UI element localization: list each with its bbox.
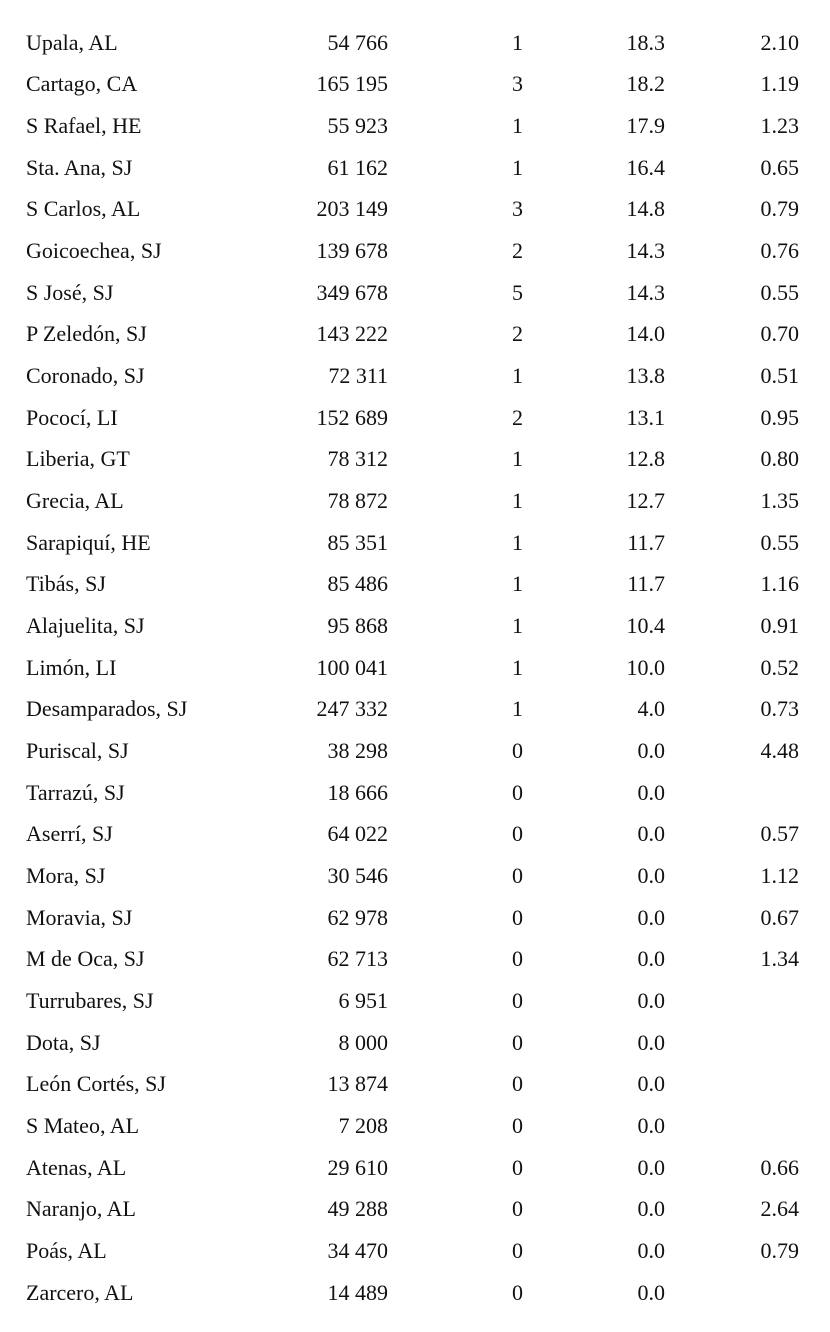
population-cell: 85 351 xyxy=(327,529,388,555)
population-cell: 165 195 xyxy=(316,71,388,97)
municipality-cell: S Rafael, HE xyxy=(26,113,142,139)
rate-cell: 12.8 xyxy=(626,446,665,472)
table-row xyxy=(26,230,799,272)
ratio-cell xyxy=(665,1063,799,1105)
population-cell: 49 288 xyxy=(327,1196,388,1222)
rate-cell: 11.7 xyxy=(627,571,665,597)
rate-cell: 0.0 xyxy=(637,1196,665,1222)
ratio-cell: 0.73 xyxy=(760,696,799,722)
count-cell: 1 xyxy=(512,654,523,680)
municipality-cell: Goicoechea, SJ xyxy=(26,238,162,264)
rate-cell: 17.9 xyxy=(626,113,665,139)
count-cell: 0 xyxy=(512,779,523,805)
table-row xyxy=(26,1188,799,1230)
table-row xyxy=(26,439,799,481)
municipality-cell: Poás, AL xyxy=(26,1237,107,1263)
ratio-cell xyxy=(665,1022,799,1064)
ratio-cell: 1.35 xyxy=(760,488,799,514)
rate-cell: 14.3 xyxy=(626,279,665,305)
municipality-cell: Limón, LI xyxy=(26,654,117,680)
ratio-cell: 2.64 xyxy=(760,1196,799,1222)
count-cell: 0 xyxy=(512,904,523,930)
table-row xyxy=(26,480,799,522)
rate-cell: 10.0 xyxy=(626,654,665,680)
count-cell: 1 xyxy=(512,529,523,555)
table-row xyxy=(26,897,799,939)
municipality-cell: S Carlos, AL xyxy=(26,196,141,222)
table-row xyxy=(26,272,799,314)
municipality-cell: Sta. Ana, SJ xyxy=(26,154,133,180)
population-cell: 139 678 xyxy=(316,238,388,264)
count-cell: 1 xyxy=(512,696,523,722)
ratio-cell: 1.23 xyxy=(760,113,799,139)
population-cell: 95 868 xyxy=(327,613,388,639)
rate-cell: 11.7 xyxy=(627,529,665,555)
rate-cell: 13.1 xyxy=(626,404,665,430)
population-cell: 62 713 xyxy=(327,946,388,972)
population-cell: 61 162 xyxy=(327,154,388,180)
count-cell: 0 xyxy=(512,1154,523,1180)
municipality-cell: Alajuelita, SJ xyxy=(26,613,145,639)
population-cell: 30 546 xyxy=(327,862,388,888)
table-row xyxy=(26,605,799,647)
table-row xyxy=(26,647,799,689)
count-cell: 1 xyxy=(512,613,523,639)
count-cell: 2 xyxy=(512,238,523,264)
ratio-cell: 1.19 xyxy=(760,71,799,97)
count-cell: 0 xyxy=(512,1279,523,1305)
municipality-cell: Tibás, SJ xyxy=(26,571,106,597)
count-cell: 0 xyxy=(512,862,523,888)
count-cell: 0 xyxy=(512,737,523,763)
ratio-cell: 0.55 xyxy=(760,529,799,555)
municipality-cell: Dota, SJ xyxy=(26,1029,101,1055)
ratio-cell: 0.95 xyxy=(760,404,799,430)
rate-cell: 0.0 xyxy=(637,1071,665,1097)
count-cell: 5 xyxy=(512,279,523,305)
count-cell: 0 xyxy=(512,1237,523,1263)
population-cell: 152 689 xyxy=(316,404,388,430)
population-cell: 143 222 xyxy=(316,321,388,347)
rate-cell: 0.0 xyxy=(637,737,665,763)
table-row xyxy=(26,855,799,897)
municipality-cell: Desamparados, SJ xyxy=(26,696,188,722)
count-cell: 3 xyxy=(512,196,523,222)
population-cell: 64 022 xyxy=(327,821,388,847)
table-row xyxy=(26,105,799,147)
population-cell: 29 610 xyxy=(327,1154,388,1180)
rate-cell: 10.4 xyxy=(626,613,665,639)
data-table xyxy=(26,22,799,1313)
ratio-cell: 0.80 xyxy=(760,446,799,472)
ratio-cell xyxy=(665,1105,799,1147)
table-row xyxy=(26,980,799,1022)
ratio-cell: 0.79 xyxy=(760,1237,799,1263)
municipality-cell: Zarcero, AL xyxy=(26,1279,134,1305)
population-cell: 247 332 xyxy=(316,696,388,722)
municipality-cell: Atenas, AL xyxy=(26,1154,127,1180)
municipality-cell: P Zeledón, SJ xyxy=(26,321,147,347)
population-cell: 6 951 xyxy=(338,987,388,1013)
municipality-cell: Pococí, LI xyxy=(26,404,118,430)
ratio-cell: 0.66 xyxy=(760,1154,799,1180)
rate-cell: 0.0 xyxy=(637,1029,665,1055)
table-row xyxy=(26,397,799,439)
ratio-cell: 0.70 xyxy=(760,321,799,347)
population-cell: 349 678 xyxy=(316,279,388,305)
table-body xyxy=(26,22,799,1313)
table-row xyxy=(26,564,799,606)
ratio-cell xyxy=(665,772,799,814)
rate-cell: 0.0 xyxy=(637,821,665,847)
count-cell: 0 xyxy=(512,1112,523,1138)
population-cell: 85 486 xyxy=(327,571,388,597)
municipality-cell: Upala, AL xyxy=(26,29,118,55)
population-cell: 78 312 xyxy=(327,446,388,472)
table-row xyxy=(26,1022,799,1064)
ratio-cell xyxy=(665,1272,799,1314)
table-row xyxy=(26,813,799,855)
municipality-cell: Puriscal, SJ xyxy=(26,737,129,763)
rate-cell: 14.3 xyxy=(626,238,665,264)
count-cell: 0 xyxy=(512,1196,523,1222)
rate-cell: 18.2 xyxy=(626,71,665,97)
count-cell: 1 xyxy=(512,488,523,514)
count-cell: 0 xyxy=(512,1029,523,1055)
table-row xyxy=(26,938,799,980)
count-cell: 1 xyxy=(512,113,523,139)
municipality-cell: S Mateo, AL xyxy=(26,1112,140,1138)
count-cell: 0 xyxy=(512,1071,523,1097)
population-cell: 14 489 xyxy=(327,1279,388,1305)
municipality-cell: Tarrazú, SJ xyxy=(26,779,125,805)
population-cell: 203 149 xyxy=(316,196,388,222)
ratio-cell: 1.16 xyxy=(760,571,799,597)
table-row xyxy=(26,730,799,772)
rate-cell: 4.0 xyxy=(637,696,665,722)
table-row xyxy=(26,189,799,231)
population-cell: 55 923 xyxy=(327,113,388,139)
population-cell: 34 470 xyxy=(327,1237,388,1263)
rate-cell: 0.0 xyxy=(637,946,665,972)
municipality-cell: León Cortés, SJ xyxy=(26,1071,166,1097)
municipality-cell: Sarapiquí, HE xyxy=(26,529,151,555)
count-cell: 1 xyxy=(512,446,523,472)
table-row xyxy=(26,1105,799,1147)
table-row xyxy=(26,1147,799,1189)
rate-cell: 14.8 xyxy=(626,196,665,222)
rate-cell: 13.8 xyxy=(626,363,665,389)
table-row xyxy=(26,147,799,189)
municipality-cell: M de Oca, SJ xyxy=(26,946,145,972)
table-row xyxy=(26,522,799,564)
population-cell: 38 298 xyxy=(327,737,388,763)
population-cell: 72 311 xyxy=(328,363,388,389)
count-cell: 1 xyxy=(512,571,523,597)
rate-cell: 0.0 xyxy=(637,1237,665,1263)
rate-cell: 0.0 xyxy=(637,862,665,888)
population-cell: 78 872 xyxy=(327,488,388,514)
table-row xyxy=(26,22,799,64)
table-row xyxy=(26,64,799,106)
municipality-cell: Coronado, SJ xyxy=(26,363,145,389)
population-cell: 7 208 xyxy=(338,1112,388,1138)
ratio-cell: 0.51 xyxy=(760,363,799,389)
rate-cell: 0.0 xyxy=(637,779,665,805)
ratio-cell: 4.48 xyxy=(760,737,799,763)
table-row xyxy=(26,355,799,397)
municipality-cell: Naranjo, AL xyxy=(26,1196,136,1222)
table-row xyxy=(26,1272,799,1314)
count-cell: 1 xyxy=(512,29,523,55)
ratio-cell: 1.34 xyxy=(760,946,799,972)
ratio-cell: 1.12 xyxy=(760,862,799,888)
count-cell: 0 xyxy=(512,987,523,1013)
population-cell: 100 041 xyxy=(316,654,388,680)
rate-cell: 0.0 xyxy=(637,1279,665,1305)
rate-cell: 0.0 xyxy=(637,1154,665,1180)
table-row xyxy=(26,1063,799,1105)
ratio-cell: 0.55 xyxy=(760,279,799,305)
ratio-cell: 0.65 xyxy=(760,154,799,180)
municipality-cell: Liberia, GT xyxy=(26,446,130,472)
rate-cell: 12.7 xyxy=(626,488,665,514)
ratio-cell xyxy=(665,980,799,1022)
rate-cell: 0.0 xyxy=(637,904,665,930)
population-cell: 54 766 xyxy=(327,29,388,55)
municipality-cell: Turrubares, SJ xyxy=(26,987,154,1013)
population-cell: 13 874 xyxy=(327,1071,388,1097)
rate-cell: 16.4 xyxy=(626,154,665,180)
ratio-cell: 0.67 xyxy=(760,904,799,930)
municipality-cell: Aserrí, SJ xyxy=(26,821,113,847)
count-cell: 1 xyxy=(512,363,523,389)
municipality-cell: S José, SJ xyxy=(26,279,114,305)
population-cell: 8 000 xyxy=(338,1029,388,1055)
table-row xyxy=(26,314,799,356)
table-row xyxy=(26,1230,799,1272)
rate-cell: 14.0 xyxy=(626,321,665,347)
rate-cell: 0.0 xyxy=(637,987,665,1013)
ratio-cell: 0.76 xyxy=(760,238,799,264)
table-row xyxy=(26,689,799,731)
count-cell: 0 xyxy=(512,821,523,847)
rate-cell: 0.0 xyxy=(637,1112,665,1138)
ratio-cell: 0.57 xyxy=(760,821,799,847)
table-row xyxy=(26,772,799,814)
ratio-cell: 0.52 xyxy=(760,654,799,680)
count-cell: 2 xyxy=(512,321,523,347)
rate-cell: 18.3 xyxy=(626,29,665,55)
population-cell: 18 666 xyxy=(327,779,388,805)
municipality-cell: Cartago, CA xyxy=(26,71,138,97)
population-cell: 62 978 xyxy=(327,904,388,930)
ratio-cell: 0.79 xyxy=(760,196,799,222)
count-cell: 3 xyxy=(512,71,523,97)
count-cell: 1 xyxy=(512,154,523,180)
municipality-cell: Mora, SJ xyxy=(26,862,106,888)
municipality-cell: Grecia, AL xyxy=(26,488,124,514)
count-cell: 2 xyxy=(512,404,523,430)
ratio-cell: 0.91 xyxy=(760,613,799,639)
count-cell: 0 xyxy=(512,946,523,972)
ratio-cell: 2.10 xyxy=(760,29,799,55)
municipality-cell: Moravia, SJ xyxy=(26,904,133,930)
